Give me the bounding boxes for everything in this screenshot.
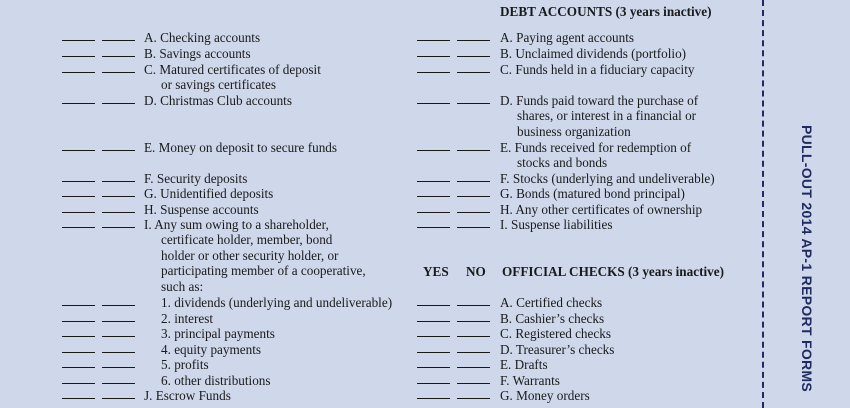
left-blanks-1 — [62, 294, 142, 310]
yes-blank[interactable] — [417, 373, 450, 384]
left-blanks-j — [62, 387, 142, 403]
yes-blank[interactable] — [62, 295, 95, 306]
list-item-cont: such as: — [161, 279, 204, 294]
yes-blank[interactable] — [62, 30, 95, 41]
list-item: B. Cashier’s checks — [500, 311, 605, 326]
list-item-cont: business organization — [517, 124, 631, 139]
no-blank[interactable] — [457, 30, 490, 41]
left-blanks-3 — [62, 325, 142, 341]
yes-blank[interactable] — [417, 186, 450, 197]
list-item: E. Drafts — [500, 357, 548, 372]
list-item: 2. interest — [161, 311, 214, 326]
list-item: D. Funds paid toward the purchase of — [500, 93, 699, 108]
list-item: F. Stocks (underlying and undeliverable) — [500, 171, 715, 186]
no-blank[interactable] — [102, 140, 135, 151]
yes-blank[interactable] — [62, 311, 95, 322]
check-blanks-f — [417, 372, 497, 388]
right-blanks-c — [417, 61, 497, 77]
no-blank[interactable] — [102, 62, 135, 73]
no-blank[interactable] — [102, 217, 135, 228]
yes-blank[interactable] — [62, 388, 95, 399]
no-blank[interactable] — [457, 342, 490, 353]
check-blanks-b — [417, 310, 497, 326]
list-item: A. Certified checks — [500, 295, 603, 310]
right-blanks-g — [417, 185, 497, 201]
no-blank[interactable] — [457, 373, 490, 384]
yes-blank[interactable] — [417, 357, 450, 368]
no-blank[interactable] — [102, 202, 135, 213]
list-item: E. Funds received for redemption of — [500, 140, 692, 155]
list-item: H. Suspense accounts — [144, 202, 259, 217]
check-blanks-g — [417, 387, 497, 403]
yes-blank[interactable] — [417, 62, 450, 73]
yes-blank[interactable] — [417, 93, 450, 104]
left-blanks-2 — [62, 310, 142, 326]
no-blank[interactable] — [102, 30, 135, 41]
yes-blank[interactable] — [417, 311, 450, 322]
yes-column-label: YES — [423, 264, 449, 279]
pull-out-label: PULL-OUT 2014 AP-1 REPORT FORMS — [799, 125, 815, 393]
list-item: I. Any sum owing to a shareholder, — [144, 217, 329, 232]
list-item: B. Unclaimed dividends (portfolio) — [500, 46, 687, 61]
list-item: G. Bonds (matured bond principal) — [500, 186, 685, 201]
list-item-cont: certificate holder, member, bond — [161, 232, 333, 247]
left-blanks-6 — [62, 372, 142, 388]
left-blanks-g — [62, 185, 142, 201]
right-blanks-h — [417, 201, 497, 217]
no-blank[interactable] — [457, 140, 490, 151]
yes-blank[interactable] — [62, 62, 95, 73]
list-item: H. Any other certificates of ownership — [500, 202, 703, 217]
yes-blank[interactable] — [417, 202, 450, 213]
no-blank[interactable] — [457, 357, 490, 368]
list-item: C. Registered checks — [500, 326, 611, 341]
yes-blank[interactable] — [62, 357, 95, 368]
no-blank[interactable] — [457, 311, 490, 322]
left-blanks-b — [62, 45, 142, 61]
right-blanks-e — [417, 139, 497, 155]
left-blanks-a — [62, 29, 142, 45]
list-item: F. Warrants — [500, 373, 560, 388]
no-blank[interactable] — [102, 373, 135, 384]
no-blank[interactable] — [102, 357, 135, 368]
check-blanks-d — [417, 341, 497, 357]
check-blanks-c — [417, 325, 497, 341]
list-item: A. Paying agent accounts — [500, 30, 635, 45]
list-item-cont: shares, or interest in a financial or — [517, 108, 697, 123]
yes-blank[interactable] — [417, 342, 450, 353]
yes-blank[interactable] — [62, 342, 95, 353]
no-blank[interactable] — [457, 62, 490, 73]
left-blanks-c — [62, 61, 142, 77]
left-blanks-f — [62, 170, 142, 186]
no-blank[interactable] — [457, 295, 490, 306]
no-blank[interactable] — [457, 217, 490, 228]
list-item: 1. dividends (underlying and undeliverable) — [161, 295, 393, 310]
no-blank[interactable] — [102, 295, 135, 306]
no-blank[interactable] — [102, 171, 135, 182]
right-blanks-a — [417, 29, 497, 45]
list-item: F. Security deposits — [144, 171, 248, 186]
side-label — [795, 125, 815, 393]
left-blanks-d — [62, 92, 142, 108]
check-blanks-e — [417, 356, 497, 372]
list-item: 5. profits — [161, 357, 209, 372]
right-blanks-b — [417, 45, 497, 61]
no-blank[interactable] — [457, 202, 490, 213]
list-item-cont: holder or other security holder, or — [161, 248, 339, 263]
list-item: 6. other distributions — [161, 373, 271, 388]
no-blank[interactable] — [457, 46, 490, 57]
list-item-cont: stocks and bonds — [517, 155, 608, 170]
no-blank[interactable] — [102, 388, 135, 399]
official-checks-header: OFFICIAL CHECKS (3 years inactive) — [502, 264, 724, 279]
no-blank[interactable] — [102, 46, 135, 57]
no-blank[interactable] — [102, 342, 135, 353]
no-column-label: NO — [466, 264, 486, 279]
list-item: C. Funds held in a fiduciary capacity — [500, 62, 695, 77]
list-item: D. Christmas Club accounts — [144, 93, 292, 108]
check-blanks-a — [417, 294, 497, 310]
list-item: 3. principal payments — [161, 326, 275, 341]
yes-blank[interactable] — [417, 171, 450, 182]
list-item: J. Escrow Funds — [144, 388, 231, 403]
yes-blank[interactable] — [417, 326, 450, 337]
yes-blank[interactable] — [62, 186, 95, 197]
right-blanks-d — [417, 92, 497, 108]
yes-blank[interactable] — [62, 326, 95, 337]
yes-blank[interactable] — [417, 217, 450, 228]
left-blanks-5 — [62, 356, 142, 372]
list-item: C. Matured certificates of deposit — [144, 62, 321, 77]
no-blank[interactable] — [102, 186, 135, 197]
list-item: E. Money on deposit to secure funds — [144, 140, 338, 155]
right-blanks-i — [417, 216, 497, 232]
list-item: B. Savings accounts — [144, 46, 251, 61]
list-item: D. Treasurer’s checks — [500, 342, 615, 357]
yes-blank[interactable] — [62, 373, 95, 384]
list-item: G. Money orders — [500, 388, 590, 403]
list-item-cont: or savings certificates — [161, 77, 276, 92]
yes-blank[interactable] — [417, 295, 450, 306]
no-blank[interactable] — [102, 326, 135, 337]
no-blank[interactable] — [457, 186, 490, 197]
yes-blank[interactable] — [417, 140, 450, 151]
no-blank[interactable] — [457, 388, 490, 399]
debt-accounts-header: DEBT ACCOUNTS (3 years inactive) — [500, 4, 712, 19]
list-item-cont: participating member of a cooperative, — [161, 263, 366, 278]
left-blanks-e — [62, 139, 142, 155]
right-blanks-f — [417, 170, 497, 186]
left-blanks-i — [62, 216, 142, 232]
left-blanks-4 — [62, 341, 142, 357]
yes-blank[interactable] — [62, 46, 95, 57]
list-item: I. Suspense liabilities — [500, 217, 613, 232]
yes-blank[interactable] — [62, 217, 95, 228]
no-blank[interactable] — [457, 326, 490, 337]
no-blank[interactable] — [102, 93, 135, 104]
list-item: 4. equity payments — [161, 342, 261, 357]
yes-blank[interactable] — [417, 388, 450, 399]
left-blanks-h — [62, 201, 142, 217]
list-item: G. Unidentified deposits — [144, 186, 274, 201]
no-blank[interactable] — [457, 93, 490, 104]
list-item: A. Checking accounts — [144, 30, 261, 45]
yes-blank[interactable] — [62, 171, 95, 182]
yes-blank[interactable] — [417, 30, 450, 41]
no-blank[interactable] — [457, 171, 490, 182]
no-blank[interactable] — [102, 311, 135, 322]
yes-blank[interactable] — [62, 93, 95, 104]
perforation-line — [762, 0, 764, 408]
yes-blank[interactable] — [417, 46, 450, 57]
yes-blank[interactable] — [62, 140, 95, 151]
yes-blank[interactable] — [62, 202, 95, 213]
